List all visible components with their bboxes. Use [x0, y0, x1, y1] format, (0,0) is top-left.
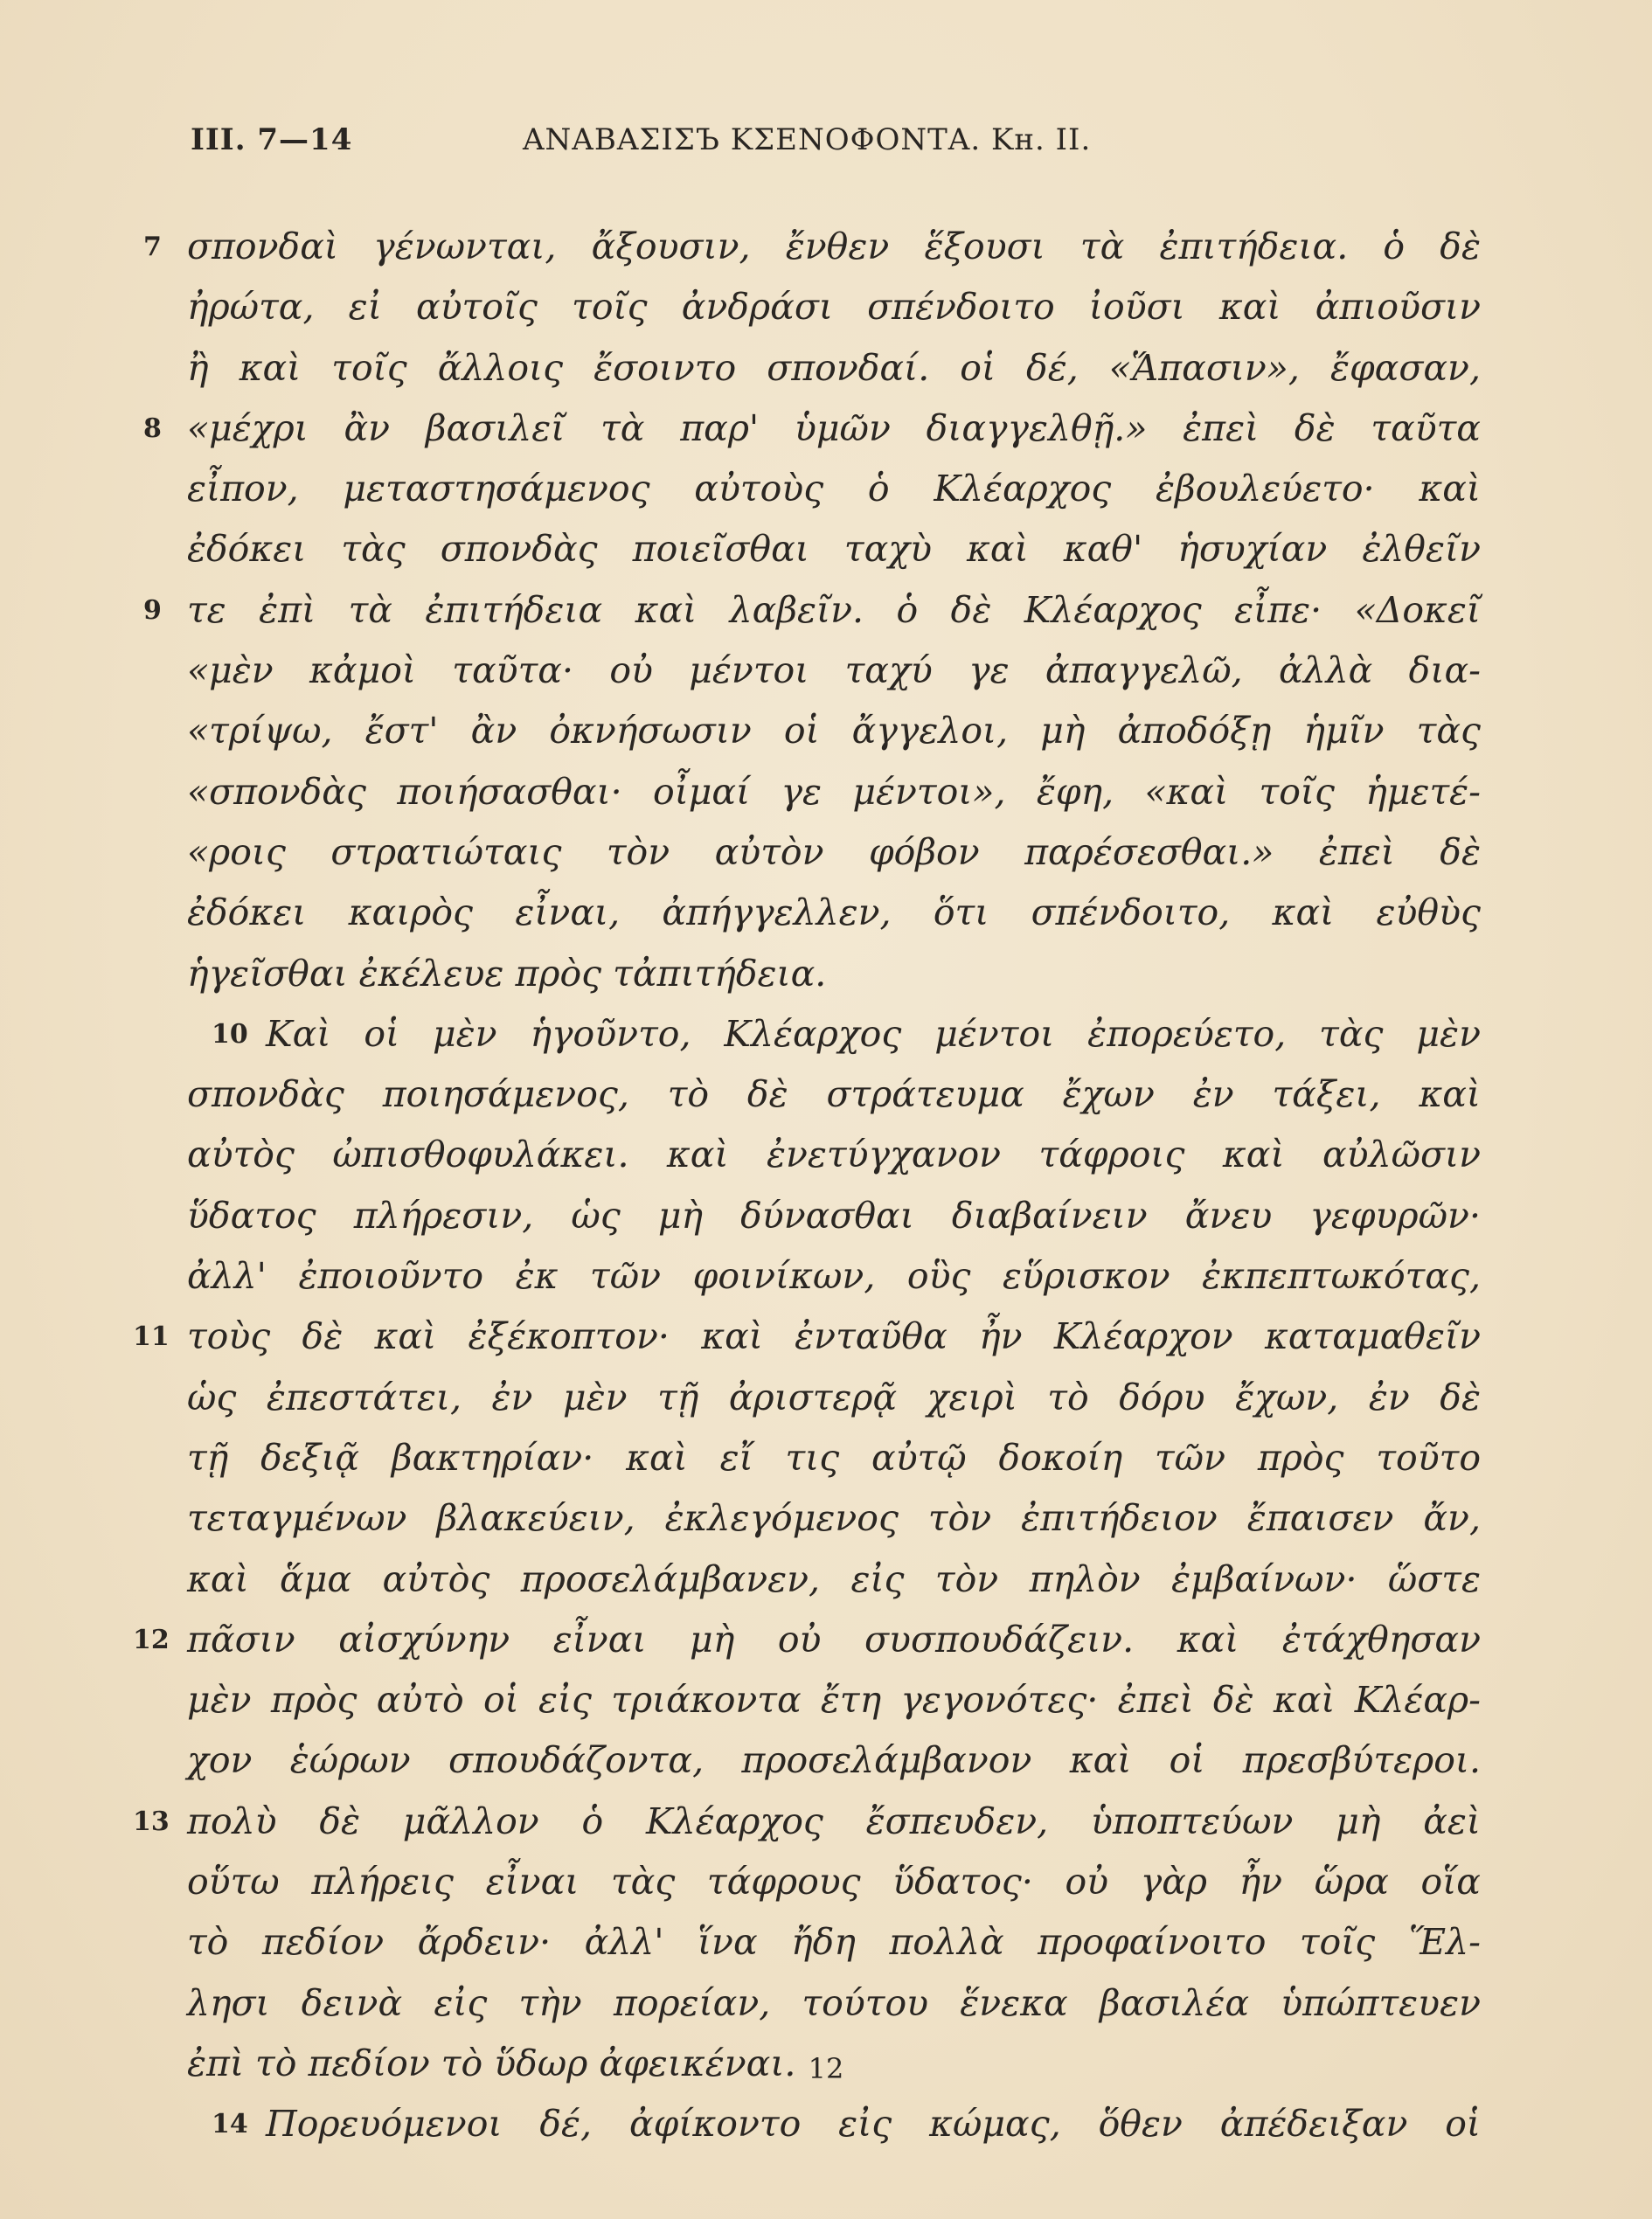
text-line [187, 1186, 1481, 1246]
line-text: «τρίψω, ἔστ' ἂν ὀκνήσωσιν οἱ ἄγγελοι, μὴ ἀποδόξῃ ἡμῖν τὰς [187, 710, 1481, 752]
section-number: 11 [133, 1321, 170, 1353]
line-text: πᾶσιν αἰσχύνην εἶναι μὴ οὐ συσπουδάζειν. καὶ ἐτάχθησαν [187, 1618, 1481, 1661]
line-text: σπονδαὶ γένωνται, ἄξουσιν, ἔνθεν ἕξουσι τὰ ἐπιτήδεια. ὁ δὲ [187, 225, 1481, 267]
text-line [143, 217, 1481, 277]
line-text: τεταγμένων βλακεύειν, ἐκλεγόμενος τὸν ἐπιτήδειον ἔπαισεν ἄν, [187, 1497, 1481, 1540]
text-line [143, 399, 1481, 459]
line-text: οὕτω πλήρεις εἶναι τὰς τάφρους ὕδατος· οὐ γὰρ ἦν ὥρα οἵα [187, 1861, 1481, 1903]
text-line [187, 701, 1481, 761]
text-line [187, 1004, 1481, 1064]
text-line [133, 1610, 1481, 1670]
line-text: «μέχρι ἂν βασιλεῖ τὰ παρ' ὑμῶν διαγγελθῇ.» ἐπεὶ δὲ ταῦτα [187, 406, 1481, 449]
line-text: «σπονδὰς ποιήσασθαι· οἶμαί γε μέντοι», ἔφη, «καὶ τοῖς ἡμετέ- [187, 770, 1481, 813]
line-text: ἢ καὶ τοῖς ἄλλοις ἔσοιντο σπονδαί. οἱ δέ, «Ἅπασιν», ἔφασαν, [187, 346, 1481, 389]
section-number: 13 [133, 1806, 170, 1837]
line-text: σπονδὰς ποιησάμενος, τὸ δὲ στράτευμα ἔχων ἐν τάξει, καὶ [187, 1073, 1481, 1116]
line-text: καὶ ἅμα αὐτὸς προσελάμβανεν, εἰς τὸν πηλὸν ἐμβαίνων· ὥστε [187, 1557, 1481, 1600]
text-line [187, 1428, 1481, 1488]
line-text: τὸ πεδίον ἄρδειν· ἀλλ' ἵνα ἤδη πολλὰ προφαίνοιτο τοῖς Ἕλ- [187, 1921, 1481, 1964]
line-text: τοὺς δὲ καὶ ἐξέκοπτον· καὶ ἐνταῦθα ἦν Κλέαρχον καταμαθεῖν [187, 1315, 1481, 1358]
text-line [133, 1792, 1481, 1852]
line-text: ἠρώτα, εἰ αὐτοῖς τοῖς ἀνδράσι σπένδοιτο ἰοῦσι καὶ ἀπιοῦσιν [187, 286, 1481, 329]
line-text: ἀλλ' ἐποιοῦντο ἐκ τῶν φοινίκων, οὓς εὕρισκον ἐκπεπτωκότας, [187, 1255, 1481, 1298]
text-line [143, 580, 1481, 641]
line-text: ὡς ἐπεστάτει, ἐν μὲν τῇ ἀριστερᾷ χειρὶ τὸ δόρυ ἔχων, ἐν δὲ [187, 1376, 1481, 1418]
text-line [187, 1912, 1481, 1973]
section-number: 8 [143, 413, 162, 444]
line-text: ἐπὶ τὸ πεδίον τὸ ὕδωρ ἀφεικέναι. [187, 2042, 796, 2084]
line-text: ὕδατος πλήρεσιν, ὡς μὴ δύνασθαι διαβαίνειν ἄνευ γεφυρῶν· [187, 1194, 1481, 1237]
text-line [187, 1550, 1481, 1610]
line-text: εἶπον, μεταστησάμενος αὐτοὺς ὁ Κλέαρχος ἐβουλεύετο· καὶ [187, 468, 1481, 510]
text-line [187, 883, 1481, 943]
text-line [187, 338, 1481, 399]
text-line [187, 1670, 1481, 1730]
section-number: 14 [212, 2109, 248, 2140]
text-line [187, 944, 1481, 1004]
text-line [187, 1064, 1481, 1125]
line-text: «ροις στρατιώταις τὸν αὐτὸν φόβον παρέσεσθαι.» ἐπεὶ δὲ [187, 830, 1481, 873]
text-block [133, 217, 1481, 2155]
line-text: ἐδόκει τὰς σπονδὰς ποιεῖσθαι ταχὺ καὶ καθ' ἡσυχίαν ἐλθεῖν [187, 528, 1481, 571]
text-line [187, 762, 1481, 822]
section-number: 9 [143, 594, 162, 626]
running-title: ΑΝΑΒΑΣΙΣЪ ΚΣΕΝΟΦΟΝΤΑ. Κн. II. [523, 122, 1092, 157]
text-line [187, 1852, 1481, 1912]
text-line [133, 1307, 1481, 1367]
page-number: 12 [808, 2052, 844, 2085]
line-text: τε ἐπὶ τὰ ἐπιτήδεια καὶ λαβεῖν. ὁ δὲ Κλέαρχος εἶπε· «Δοκεῖ [187, 588, 1481, 631]
text-line [187, 2094, 1481, 2154]
line-text: αὐτὸς ὠπισθοφυλάκει. καὶ ἐνετύγχανον τάφροις καὶ αὐλῶσιν [187, 1134, 1481, 1176]
section-reference: III. 7—14 [191, 122, 353, 157]
section-number: 12 [133, 1624, 170, 1655]
text-line [187, 1368, 1481, 1428]
line-text: πολὺ δὲ μᾶλλον ὁ Κλέαρχος ἔσπευδεν, ὑποπτεύων μὴ ἀεὶ [187, 1799, 1481, 1842]
line-text: χον ἑώρων σπουδάζοντα, προσελάμβανον καὶ οἱ πρεσβύτεροι. [187, 1739, 1481, 1782]
line-text: τῇ δεξιᾷ βακτηρίαν· καὶ εἴ τις αὐτῷ δοκοίη τῶν πρὸς τοῦτο [187, 1436, 1481, 1479]
text-line [187, 1125, 1481, 1185]
text-line [187, 1973, 1481, 2034]
text-line [187, 459, 1481, 519]
text-line [187, 1246, 1481, 1307]
line-text: Πορευόμενοι δέ, ἀφίκοντο εἰς κώμας, ὅθεν ἀπέδειξαν οἱ [266, 2103, 1481, 2146]
line-text: λησι δεινὰ εἰς τὴν πορείαν, τούτου ἕνεκα βασιλέα ὑπώπτευεν [187, 1981, 1481, 2024]
text-line [187, 1488, 1481, 1549]
line-text: ἡγεῖσθαι ἐκέλευε πρὸς τἀπιτήδεια. [187, 952, 827, 995]
line-text: Καὶ οἱ μὲν ἡγοῦντο, Κλέαρχος μέντοι ἐπορεύετο, τὰς μὲν [266, 1012, 1481, 1055]
line-text: μὲν πρὸς αὐτὸ οἱ εἰς τριάκοντα ἔτη γεγονότες· ἐπεὶ δὲ καὶ Κλέαρ- [187, 1679, 1481, 1722]
text-line [187, 822, 1481, 883]
text-line [187, 641, 1481, 701]
text-line [187, 1730, 1481, 1791]
line-text: «μὲν κἀμοὶ ταῦτα· οὐ μέντοι ταχύ γε ἀπαγγελῶ, ἀλλὰ δια- [187, 649, 1481, 692]
text-line [187, 277, 1481, 337]
line-text: ἐδόκει καιρὸς εἶναι, ἀπήγγελλεν, ὅτι σπένδοιτο, καὶ εὐθὺς [187, 891, 1481, 934]
text-line [187, 519, 1481, 579]
section-number: 7 [143, 232, 162, 262]
section-number: 10 [212, 1018, 248, 1050]
running-header [191, 122, 1484, 175]
